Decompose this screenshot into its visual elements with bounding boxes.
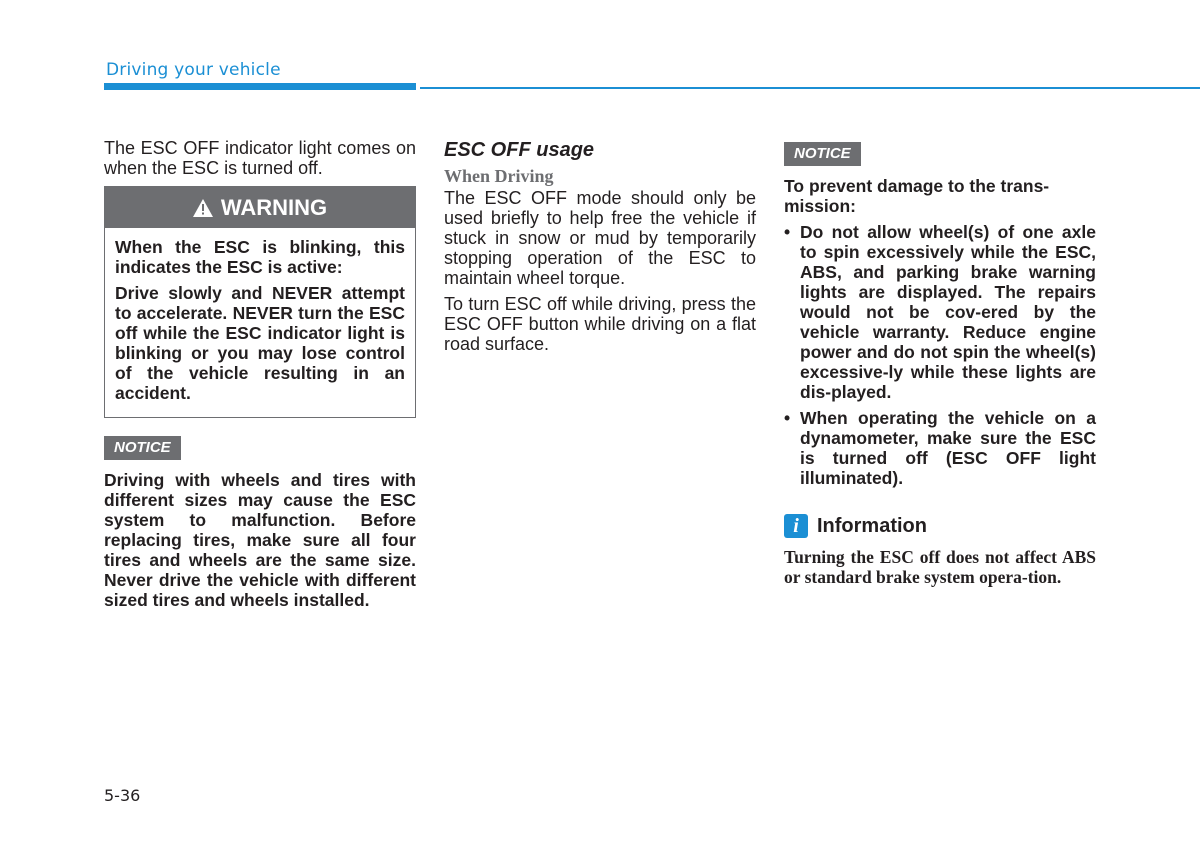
information-text: Turning the ESC off does not affect ABS or standard brake system opera-tion. <box>784 547 1096 587</box>
notice-badge: NOTICE <box>104 436 181 460</box>
usage-paragraph-2: To turn ESC off while driving, press the ESC OFF button while driving on a flat road surface. <box>444 294 756 354</box>
section-header-title: Driving your vehicle <box>106 60 281 80</box>
column-right <box>784 138 1096 587</box>
notice-badge: NOTICE <box>784 142 861 166</box>
header-rule-thick <box>104 83 416 90</box>
warning-label: WARNING <box>220 194 328 220</box>
usage-paragraph-1: The ESC OFF mode should only be used briefly to help free the vehicle if stuck in snow or mud by temporarily stopping operation of the ESC to maintain wheel torque. <box>444 188 756 288</box>
warning-triangle-icon <box>193 199 213 217</box>
warning-box <box>104 186 416 418</box>
column-middle <box>444 138 756 354</box>
notice-lead: To prevent damage to the trans-mission: <box>784 176 1050 216</box>
list-item: • Do not allow wheel(s) of one axle to spin excessively while the ESC, ABS, and parking brake warning lights are displayed. The repairs would not be cov-ered by the vehicle warranty. Reduce engine power and do not spin the wheel(s) excessive-ly while these lights are dis-played. <box>784 222 1096 402</box>
information-title: Information <box>817 514 927 537</box>
notice-block-left <box>104 436 416 610</box>
column-left <box>104 138 416 610</box>
warning-header <box>105 187 415 228</box>
section-title: ESC OFF usage <box>444 139 595 161</box>
warning-body <box>105 228 415 417</box>
info-icon: i <box>784 514 808 538</box>
header-rule-thin <box>420 87 1200 89</box>
notice-text: Driving with wheels and tires with different sizes may cause the ESC system to malfunction. Before replacing tires, make sure all four tires and wheels are the same size. Never drive the vehicle with different sized tires and wheels installed. <box>104 470 416 610</box>
list-item: • When operating the vehicle on a dynamometer, make sure the ESC is turned off (ESC OFF light illuminated). <box>784 408 1096 488</box>
sub-title: When Driving <box>444 166 554 186</box>
page-number: 5-36 <box>104 786 141 805</box>
information-header <box>784 514 1096 538</box>
notice-bullet-list <box>784 222 1096 488</box>
warning-paragraph-2: Drive slowly and NEVER attempt to accelerate. NEVER turn the ESC off while the ESC indicator light is blinking or you may lose control of the vehicle resulting in an accident. <box>115 283 405 403</box>
warning-paragraph-1: When the ESC is blinking, this indicates the ESC is active: <box>115 237 405 277</box>
intro-paragraph: The ESC OFF indicator light comes on when the ESC is turned off. <box>104 138 416 178</box>
